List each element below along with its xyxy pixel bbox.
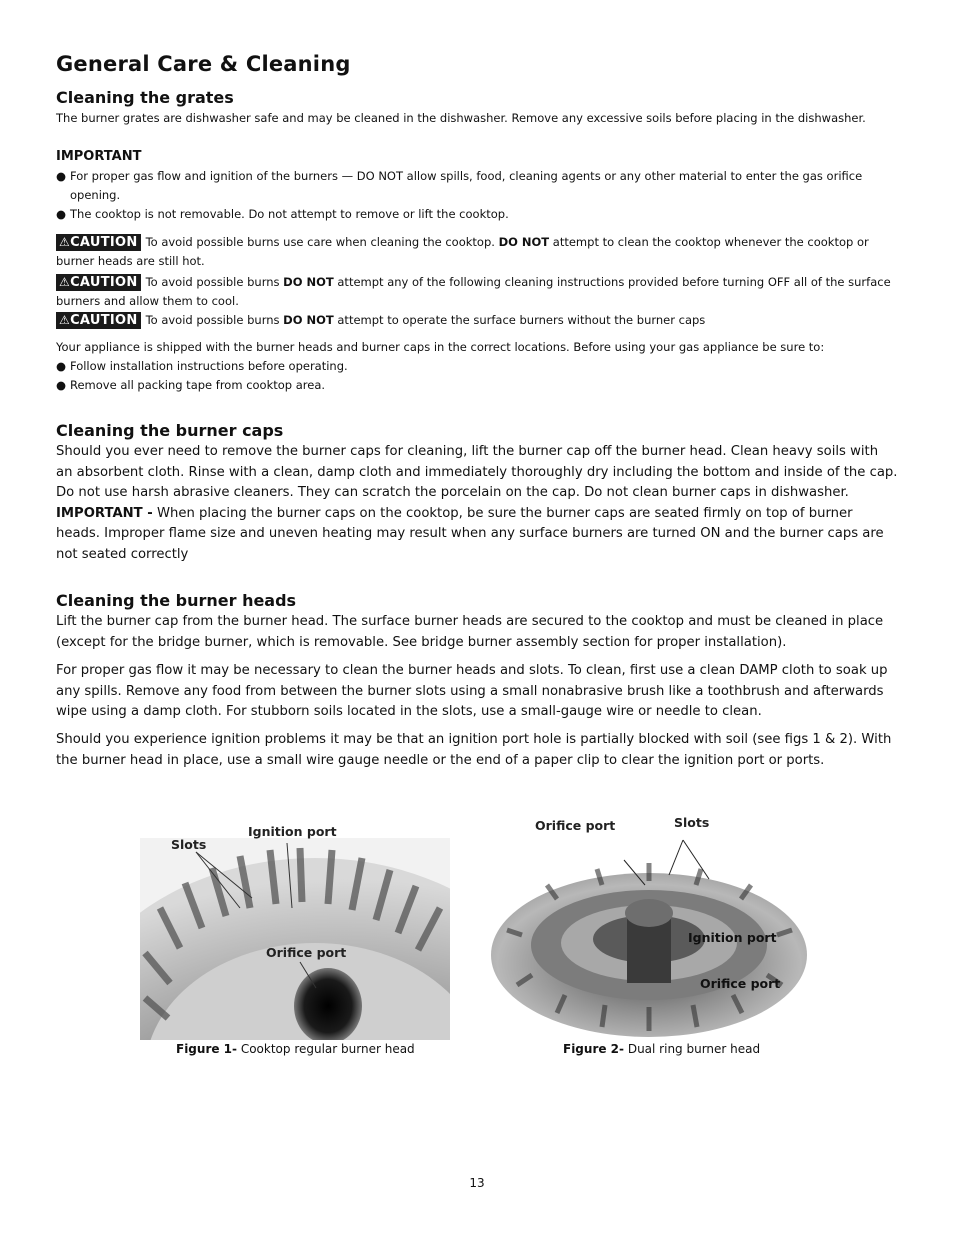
fig1-slots-label: Slots [171, 837, 207, 852]
figure-2-caption: Figure 2- Dual ring burner head [563, 1042, 761, 1056]
caution-badge: ⚠CAUTION [56, 312, 141, 329]
list-item: ● For proper gas flow and ignition of the burners — DO NOT allow spills, food, cleaning agents or any other material to enter the gas orifice opening. [56, 169, 863, 202]
page-number: 13 [469, 1176, 485, 1190]
caps-body: Should you ever need to remove the burner caps for cleaning, lift the burner cap off the burner head. Clean heavy soils with an absorbent cloth. Rinse with a clean, damp cloth and immediately thoroughly dry including the bottom and inside of the cap. Do not use harsh abrasive cleaners. They can scratch the porcelain on the cap. Do not clean burner caps in dishwasher. IMPORTANT - When placing the burner caps on the cooktop, be sure the burner caps are seated firmly on top of burner heads. Improper flame size and uneven heating may result when any surface burners are turned ON and the burner caps are not seated correctly [56, 444, 898, 562]
fig1-orifice-label: Orifice port [266, 945, 347, 960]
heads-p3: Should you experience ignition problems it may be that an ignition port hole is partially blocked with soil (see figs 1 & 2). With the burner head in place, use a small wire gauge needle or the end of a paper clip to clear the ignition port or ports. [56, 732, 892, 768]
heads-p2: For proper gas flow it may be necessary to clean the burner heads and slots. To clean, first use a clean DAMP cloth to soak up any spills. Remove any food from between the burner slots using a small nonabrasive brush like a toothbrush and afterwards wipe using a damp cloth. For stubborn soils located in the slots, use a small-gauge wire or needle to clean. [56, 663, 888, 719]
caution-1: ⚠CAUTION To avoid possible burns use care when cleaning the cooktop. DO NOT attempt to clean the cooktop whenever the cooktop or burner heads are still hot. [56, 235, 869, 268]
caps-heading: Cleaning the burner caps [56, 421, 284, 440]
heads-p1: Lift the burner cap from the burner head. The surface burner heads are secured to the cooktop and must be cleaned in place (except for the bridge burner, which is removable. See bridge burner assembly section for proper installation). [56, 614, 884, 650]
shipped-text: Your appliance is shipped with the burner heads and burner caps in the correct locations. Before using your gas appliance be sure to: [56, 340, 825, 354]
figure-1-image [140, 838, 450, 1040]
grates-bullets [56, 167, 898, 224]
caution-2: ⚠CAUTION To avoid possible burns DO NOT attempt any of the following cleaning instructions provided before turning OFF all of the surface burners and allow them to cool. [56, 275, 891, 308]
warning-icon: ⚠ [59, 313, 71, 327]
heads-heading: Cleaning the burner heads [56, 591, 297, 610]
figure-1-caption: Figure 1- Cooktop regular burner head [176, 1042, 415, 1056]
shipped-bullets [56, 357, 898, 395]
list-item: ● Follow installation instructions before operating. [56, 359, 348, 373]
page-title: General Care & Cleaning [56, 52, 351, 76]
fig2-ignition-label: Ignition port [688, 930, 777, 945]
list-item: ● The cooktop is not removable. Do not attempt to remove or lift the cooktop. [56, 207, 509, 221]
warning-icon: ⚠ [59, 235, 71, 249]
grates-heading: Cleaning the grates [56, 88, 234, 107]
fig1-ignition-label: Ignition port [248, 824, 337, 839]
warning-icon: ⚠ [59, 275, 71, 289]
caution-badge: ⚠CAUTION [56, 234, 141, 251]
fig2-slots-label: Slots [674, 815, 710, 830]
caution-3: ⚠CAUTION To avoid possible burns DO NOT attempt to operate the surface burners without the burner caps [56, 311, 898, 330]
fig2-orifice-label: Orifice port [535, 818, 616, 833]
fig2-orifice-label-2: Orifice port [700, 976, 781, 991]
list-item: ● Remove all packing tape from cooktop area. [56, 378, 326, 392]
caution-badge: ⚠CAUTION [56, 274, 141, 291]
grates-important-label: IMPORTANT [56, 149, 142, 164]
grates-intro: The burner grates are dishwasher safe and may be cleaned in the dishwasher. Remove any excessive soils before placing in the dishwasher. [56, 111, 866, 125]
